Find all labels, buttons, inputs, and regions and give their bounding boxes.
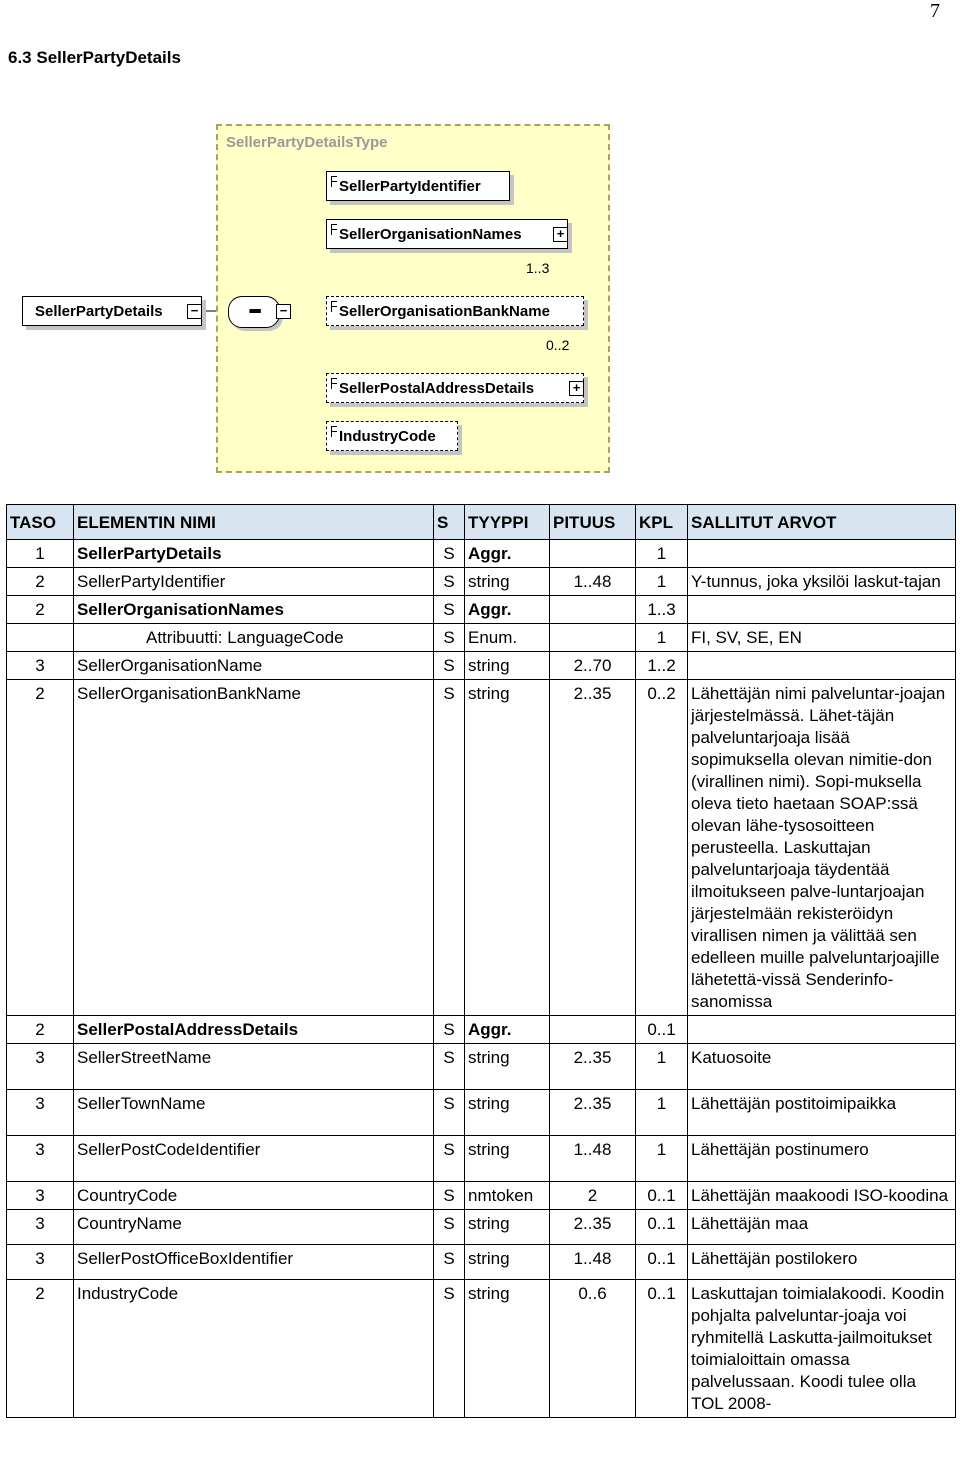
expand-icon[interactable]: + bbox=[553, 227, 568, 242]
column-header: TASO bbox=[7, 505, 74, 540]
expand-icon[interactable]: + bbox=[569, 381, 584, 396]
table-cell-values bbox=[688, 540, 956, 568]
table-row bbox=[7, 1280, 956, 1418]
column-header: SALLITUT ARVOT bbox=[688, 505, 956, 540]
table-cell-name: Attribuutti: LanguageCode bbox=[74, 624, 434, 652]
section-heading: 6.3 SellerPartyDetails bbox=[8, 48, 181, 67]
table-cell-s: S bbox=[434, 1210, 465, 1245]
table-cell-values: Lähettäjän postitoimipaikka bbox=[688, 1090, 956, 1136]
cardinality-label: 0..2 bbox=[546, 337, 570, 353]
table-cell-s: S bbox=[434, 1090, 465, 1136]
table-cell-taso: 3 bbox=[7, 1210, 74, 1245]
table-cell-taso: 1 bbox=[7, 540, 74, 568]
table-cell-values: FI, SV, SE, EN bbox=[688, 624, 956, 652]
element-icon bbox=[331, 378, 337, 389]
table-cell-values bbox=[688, 596, 956, 624]
table-row bbox=[7, 1245, 956, 1280]
table-row bbox=[7, 1210, 956, 1245]
table-cell-name: SellerTownName bbox=[74, 1090, 434, 1136]
table-cell-taso: 3 bbox=[7, 652, 74, 680]
table-cell-name: SellerPostOfficeBoxIdentifier bbox=[74, 1245, 434, 1280]
child-node-seller-party-identifier[interactable]: SellerPartyIdentifier bbox=[326, 171, 510, 201]
table-cell-count: 0..1 bbox=[636, 1245, 688, 1280]
child-node-seller-postal-address-details[interactable]: SellerPostalAddressDetails + bbox=[326, 373, 584, 403]
table-row bbox=[7, 1090, 956, 1136]
table-cell-s: S bbox=[434, 680, 465, 1016]
collapse-icon[interactable]: − bbox=[187, 304, 202, 319]
child-node-seller-organisation-bank-name[interactable]: SellerOrganisationBankName bbox=[326, 296, 584, 326]
table-cell-values: Lähettäjän postilokero bbox=[688, 1245, 956, 1280]
table-cell-count: 1 bbox=[636, 568, 688, 596]
table-cell-count: 0..1 bbox=[636, 1016, 688, 1044]
table-cell-name: SellerPostalAddressDetails bbox=[74, 1016, 434, 1044]
table-cell-name: SellerPostCodeIdentifier bbox=[74, 1136, 434, 1182]
child-node-industry-code[interactable]: IndustryCode bbox=[326, 421, 458, 451]
table-cell-length: 2..35 bbox=[550, 1210, 636, 1245]
root-element-node[interactable] bbox=[22, 296, 202, 326]
table-cell-values bbox=[688, 1016, 956, 1044]
table-cell-type: Aggr. bbox=[465, 596, 550, 624]
element-icon bbox=[331, 224, 337, 235]
table-cell-name: SellerPartyIdentifier bbox=[74, 568, 434, 596]
table-cell-type: Aggr. bbox=[465, 1016, 550, 1044]
table-cell-values bbox=[688, 652, 956, 680]
table-cell-length: 1..48 bbox=[550, 1245, 636, 1280]
table-cell-count: 0..1 bbox=[636, 1210, 688, 1245]
table-cell-type: Enum. bbox=[465, 624, 550, 652]
table-cell-type: nmtoken bbox=[465, 1182, 550, 1210]
table-cell-name: SellerOrganisationNames bbox=[74, 596, 434, 624]
table-cell-taso: 2 bbox=[7, 568, 74, 596]
table-cell-name: CountryCode bbox=[74, 1182, 434, 1210]
column-header: S bbox=[434, 505, 465, 540]
table-cell-s: S bbox=[434, 1136, 465, 1182]
page-number: 7 bbox=[930, 0, 940, 22]
table-cell-name: IndustryCode bbox=[74, 1280, 434, 1418]
table-cell-count: 1 bbox=[636, 624, 688, 652]
table-row bbox=[7, 680, 956, 1016]
table-cell-s: S bbox=[434, 624, 465, 652]
table-cell-taso: 3 bbox=[7, 1044, 74, 1090]
table-cell-length bbox=[550, 624, 636, 652]
table-cell-count: 1..2 bbox=[636, 652, 688, 680]
table-cell-type: string bbox=[465, 680, 550, 1016]
table-cell-name: SellerOrganisationName bbox=[74, 652, 434, 680]
root-element-label: SellerPartyDetails bbox=[35, 302, 163, 320]
table-cell-values: Katuosoite bbox=[688, 1044, 956, 1090]
collapse-icon[interactable]: − bbox=[276, 304, 291, 319]
table-cell-s: S bbox=[434, 596, 465, 624]
cardinality-label: 1..3 bbox=[526, 260, 550, 276]
elements-table bbox=[6, 504, 956, 1418]
column-header: KPL bbox=[636, 505, 688, 540]
table-cell-type: string bbox=[465, 1044, 550, 1090]
table-cell-count: 1 bbox=[636, 1044, 688, 1090]
table-cell-taso bbox=[7, 624, 74, 652]
table-row bbox=[7, 1136, 956, 1182]
table-cell-s: S bbox=[434, 1280, 465, 1418]
table-cell-taso: 3 bbox=[7, 1245, 74, 1280]
table-cell-type: string bbox=[465, 652, 550, 680]
schema-diagram bbox=[0, 0, 960, 490]
table-cell-values: Lähettäjän postinumero bbox=[688, 1136, 956, 1182]
sequence-compositor: ▪▪▪ bbox=[228, 296, 280, 328]
table-cell-s: S bbox=[434, 652, 465, 680]
table-cell-name: CountryName bbox=[74, 1210, 434, 1245]
table-row bbox=[7, 568, 956, 596]
table-cell-s: S bbox=[434, 568, 465, 596]
table-cell-taso: 2 bbox=[7, 596, 74, 624]
table-cell-type: string bbox=[465, 1280, 550, 1418]
table-cell-length: 2..35 bbox=[550, 1044, 636, 1090]
table-cell-values: Y-tunnus, joka yksilöi laskut-tajan bbox=[688, 568, 956, 596]
table-header-row bbox=[7, 505, 956, 540]
table-cell-type: Aggr. bbox=[465, 540, 550, 568]
table-row bbox=[7, 540, 956, 568]
table-cell-s: S bbox=[434, 1044, 465, 1090]
table-cell-length bbox=[550, 596, 636, 624]
table-cell-type: string bbox=[465, 568, 550, 596]
table-cell-length: 1..48 bbox=[550, 1136, 636, 1182]
column-header: TYYPPI bbox=[465, 505, 550, 540]
table-cell-taso: 3 bbox=[7, 1182, 74, 1210]
table-cell-s: S bbox=[434, 540, 465, 568]
table-cell-s: S bbox=[434, 1182, 465, 1210]
table-cell-type: string bbox=[465, 1136, 550, 1182]
table-cell-taso: 2 bbox=[7, 1280, 74, 1418]
table-cell-length: 2..35 bbox=[550, 680, 636, 1016]
table-cell-values: Laskuttajan toimialakoodi. Koodin pohjalta palveluntar-joaja voi ryhmitellä Laskutta-jailmoitukset toimialoittain omassa palvelussaan. Koodi tulee olla TOL 2008- bbox=[688, 1280, 956, 1418]
table-row bbox=[7, 1016, 956, 1044]
complex-type-label: SellerPartyDetailsType bbox=[226, 134, 388, 151]
column-header: ELEMENTIN NIMI bbox=[74, 505, 434, 540]
table-cell-name: SellerOrganisationBankName bbox=[74, 680, 434, 1016]
table-cell-s: S bbox=[434, 1245, 465, 1280]
element-icon bbox=[331, 426, 337, 437]
table-cell-values: Lähettäjän maakoodi ISO-koodina bbox=[688, 1182, 956, 1210]
table-cell-type: string bbox=[465, 1090, 550, 1136]
table-row bbox=[7, 624, 956, 652]
table-row bbox=[7, 596, 956, 624]
table-row bbox=[7, 1182, 956, 1210]
table-cell-taso: 3 bbox=[7, 1090, 74, 1136]
table-cell-taso: 2 bbox=[7, 1016, 74, 1044]
table-cell-type: string bbox=[465, 1210, 550, 1245]
column-header: PITUUS bbox=[550, 505, 636, 540]
table-cell-length: 1..48 bbox=[550, 568, 636, 596]
element-icon bbox=[331, 301, 337, 312]
table-cell-length: 2..70 bbox=[550, 652, 636, 680]
table-cell-name: SellerPartyDetails bbox=[74, 540, 434, 568]
table-cell-count: 1 bbox=[636, 1090, 688, 1136]
table-cell-type: string bbox=[465, 1245, 550, 1280]
table-cell-length: 2..35 bbox=[550, 1090, 636, 1136]
table-cell-length bbox=[550, 540, 636, 568]
table-cell-length bbox=[550, 1016, 636, 1044]
element-icon bbox=[331, 176, 337, 187]
table-cell-count: 0..1 bbox=[636, 1182, 688, 1210]
table-cell-taso: 3 bbox=[7, 1136, 74, 1182]
table-cell-count: 1 bbox=[636, 1136, 688, 1182]
table-cell-name: SellerStreetName bbox=[74, 1044, 434, 1090]
table-cell-count: 1 bbox=[636, 540, 688, 568]
table-cell-length: 0..6 bbox=[550, 1280, 636, 1418]
table-row bbox=[7, 652, 956, 680]
table-cell-count: 0..1 bbox=[636, 1280, 688, 1418]
table-cell-values: Lähettäjän nimi palveluntar-joajan järjestelmässä. Lähet-täjän palveluntarjoaja lisää sopimuksella olevan nimitie-don (virallinen nimi). Sopi-muksella oleva tieto haetaan SOAP:ssä olevan lähe-tysosoitteen perusteella. Laskuttajan palveluntarjoaja täydentää ilmoitukseen palve-luntarjoajan järjestelmään rekisteröidyn virallisen nimen ja välittää sen edelleen muille palveluntarjoajille lähetettä-vissä Senderinfo-sanomissa bbox=[688, 680, 956, 1016]
table-cell-values: Lähettäjän maa bbox=[688, 1210, 956, 1245]
table-cell-length: 2 bbox=[550, 1182, 636, 1210]
table-cell-count: 0..2 bbox=[636, 680, 688, 1016]
table-cell-count: 1..3 bbox=[636, 596, 688, 624]
child-node-seller-organisation-names[interactable]: SellerOrganisationNames + bbox=[326, 219, 568, 249]
table-row bbox=[7, 1044, 956, 1090]
table-cell-s: S bbox=[434, 1016, 465, 1044]
table-cell-taso: 2 bbox=[7, 680, 74, 1016]
